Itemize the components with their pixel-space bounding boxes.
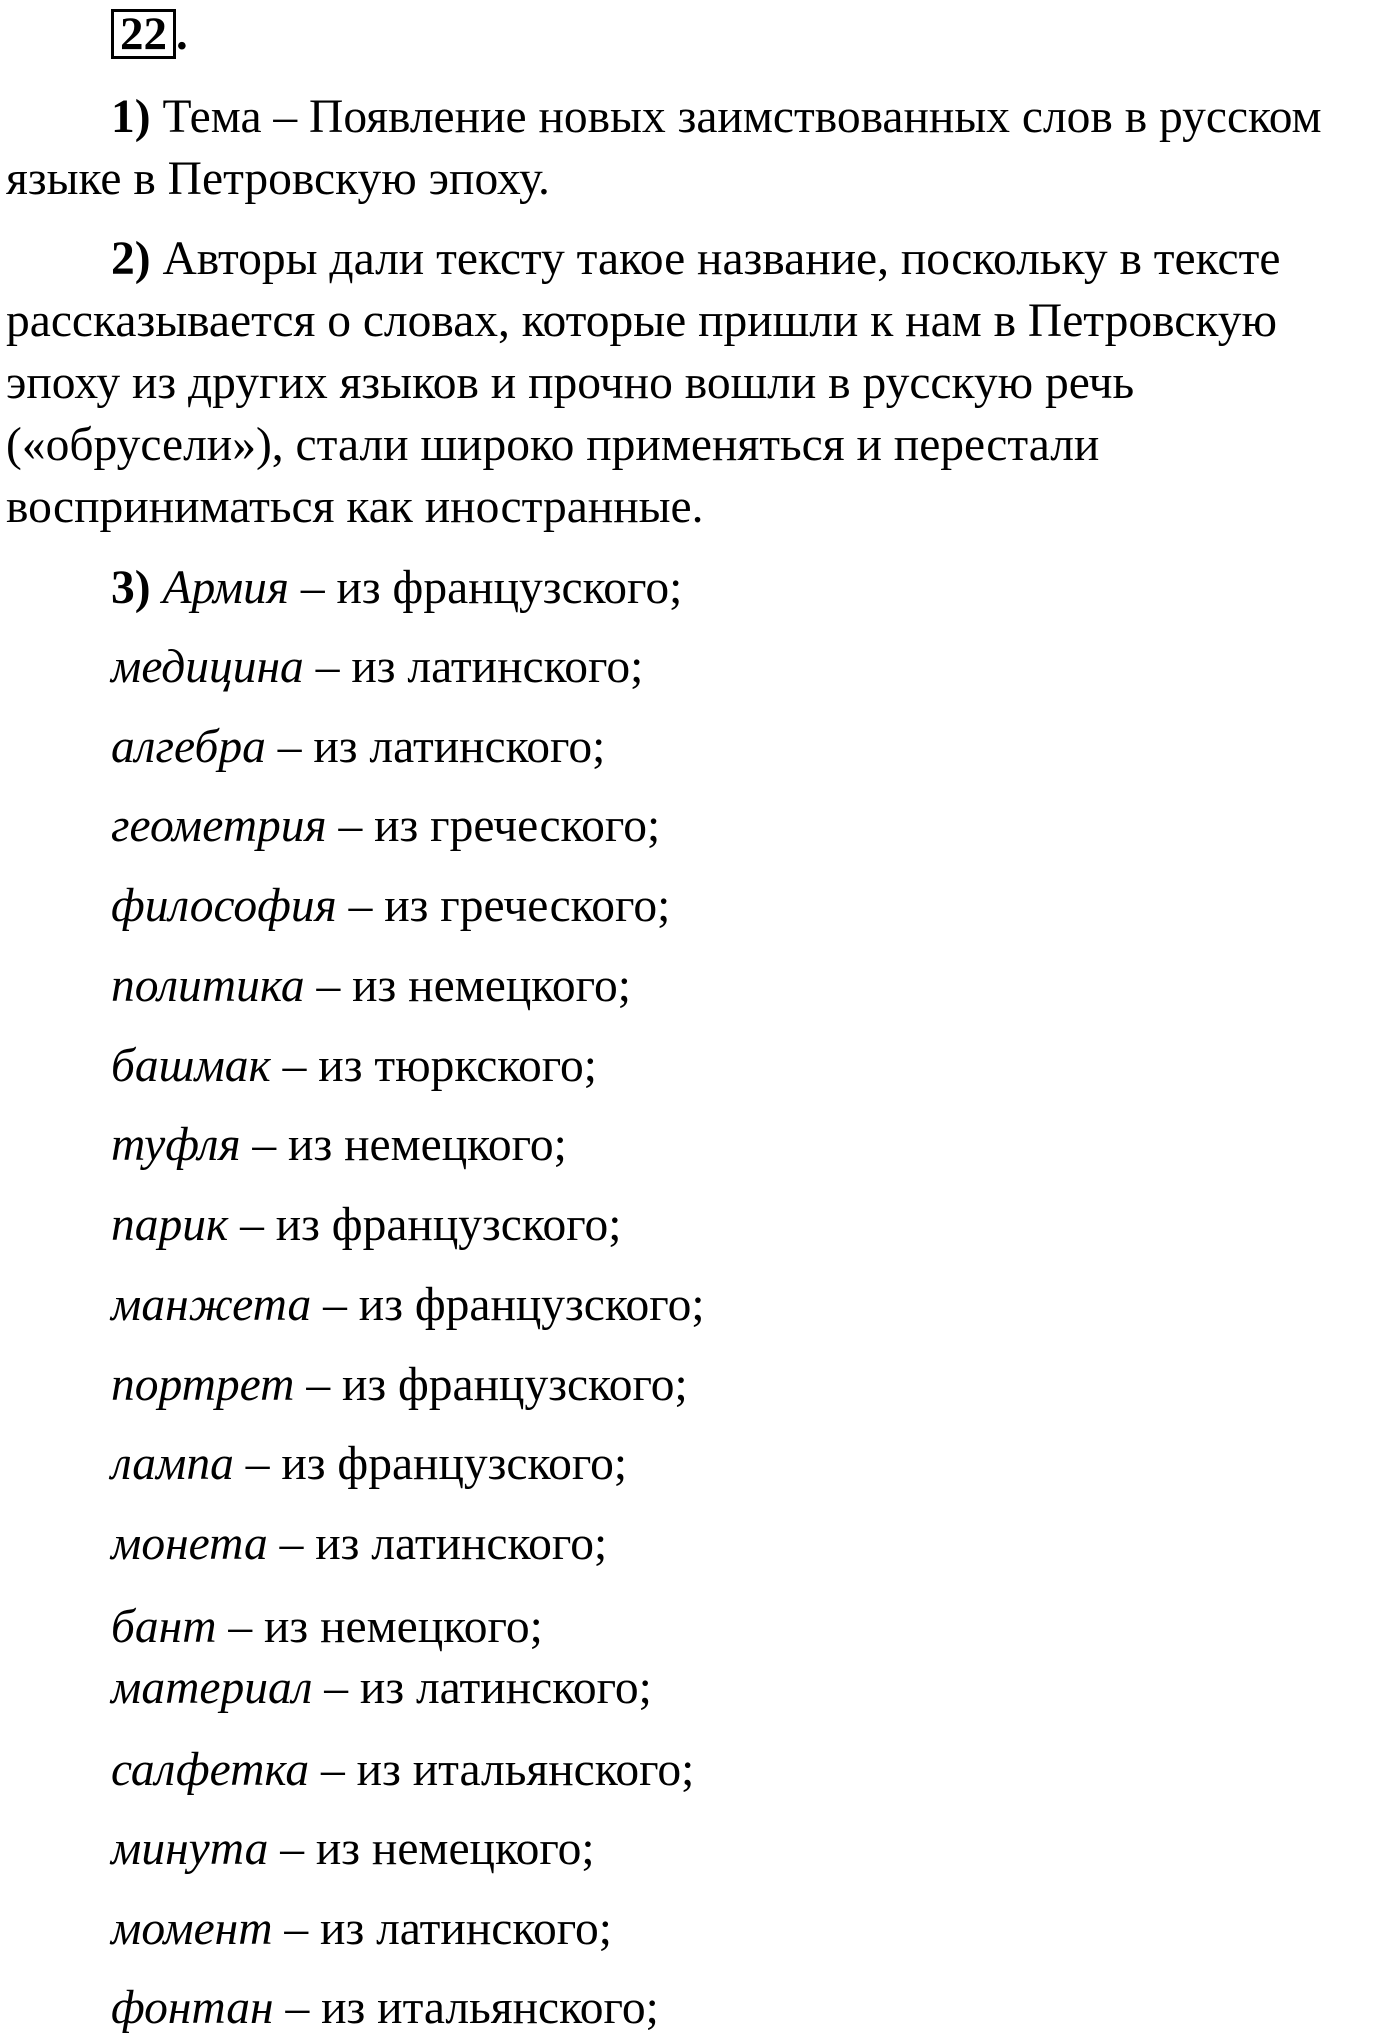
answer-2-text: Авторы дали тексту такое название, поскольку в тексте рассказывается о словах, которые пришли к нам в Петровскую эпоху из других языков и прочно вошли в русскую речь («обрусели»), стали широко применяться и перестали восприниматься как иностранные. — [6, 233, 1281, 533]
word: геометрия — [111, 800, 327, 852]
answer-3-first-origin: – из французского; — [300, 562, 683, 614]
word: материал — [111, 1662, 313, 1714]
word-origin: – из итальянского; — [321, 1744, 695, 1796]
list-item — [111, 1036, 597, 1096]
word-origin: – из немецкого; — [316, 960, 631, 1012]
word: монета — [111, 1518, 268, 1570]
answer-1 — [6, 86, 1376, 210]
list-item — [111, 1899, 612, 1959]
list-item — [111, 796, 660, 856]
list-item — [111, 637, 643, 697]
word-origin: – из французского; — [240, 1199, 622, 1251]
word: туфля — [111, 1119, 241, 1171]
list-item — [111, 1355, 688, 1415]
list-item — [111, 1514, 607, 1574]
word-origin: – из немецкого; — [252, 1119, 567, 1171]
word-origin: – из латинского; — [284, 1903, 612, 1955]
answer-3-first-word: Армия — [162, 562, 289, 614]
word: минута — [111, 1823, 269, 1875]
list-item — [111, 956, 631, 1016]
word-origin: – из французского; — [306, 1359, 688, 1411]
word-origin: – из греческого; — [338, 800, 661, 852]
word-origin: – из немецкого; — [280, 1823, 595, 1875]
word-origin: – из латинского; — [315, 641, 644, 693]
word-origin: – из французского; — [323, 1279, 705, 1331]
list-item — [111, 1658, 652, 1718]
word-origin: – из латинского; — [277, 721, 606, 773]
answer-1-text: Тема – Появление новых заимствованных слов в русском языке в Петровскую эпоху. — [6, 91, 1322, 205]
word-origin: – из французского; — [245, 1438, 628, 1490]
task-number-box: 22 — [111, 9, 176, 59]
list-item — [111, 1819, 595, 1879]
word-origin: – из тюркского; — [282, 1040, 597, 1092]
answer-1-number: 1) — [111, 91, 151, 143]
word-origin: – из латинского; — [324, 1662, 652, 1714]
word: алгебра — [111, 721, 266, 773]
task-number-dot: . — [176, 8, 188, 60]
answer-2 — [6, 228, 1376, 538]
list-item — [111, 1597, 543, 1657]
word: момент — [111, 1903, 273, 1955]
list-item — [111, 1434, 627, 1494]
word-origin: – из греческого; — [348, 880, 671, 932]
word: салфетка — [111, 1744, 310, 1796]
word: политика — [111, 960, 305, 1012]
answer-2-number: 2) — [111, 233, 151, 285]
list-item — [111, 876, 670, 936]
list-item — [111, 1740, 694, 1800]
word: фонтан — [111, 1982, 274, 2034]
answer-3-number: 3) — [111, 562, 151, 614]
word: бант — [111, 1601, 217, 1653]
word-origin: – из итальянского; — [285, 1982, 659, 2034]
task-number — [111, 9, 188, 59]
word: медицина — [111, 641, 304, 693]
word: башмак — [111, 1040, 271, 1092]
word-origin: – из латинского; — [279, 1518, 608, 1570]
answer-3 — [6, 557, 1376, 619]
list-item — [111, 717, 605, 777]
word-origin: – из немецкого; — [228, 1601, 543, 1653]
list-item — [111, 1275, 705, 1335]
word: лампа — [111, 1438, 234, 1490]
word: парик — [111, 1199, 229, 1251]
list-item — [111, 1115, 567, 1175]
list-item — [111, 1195, 622, 1255]
word: манжета — [111, 1279, 312, 1331]
list-item — [111, 1978, 659, 2038]
word: портрет — [111, 1359, 295, 1411]
word: философия — [111, 880, 337, 932]
